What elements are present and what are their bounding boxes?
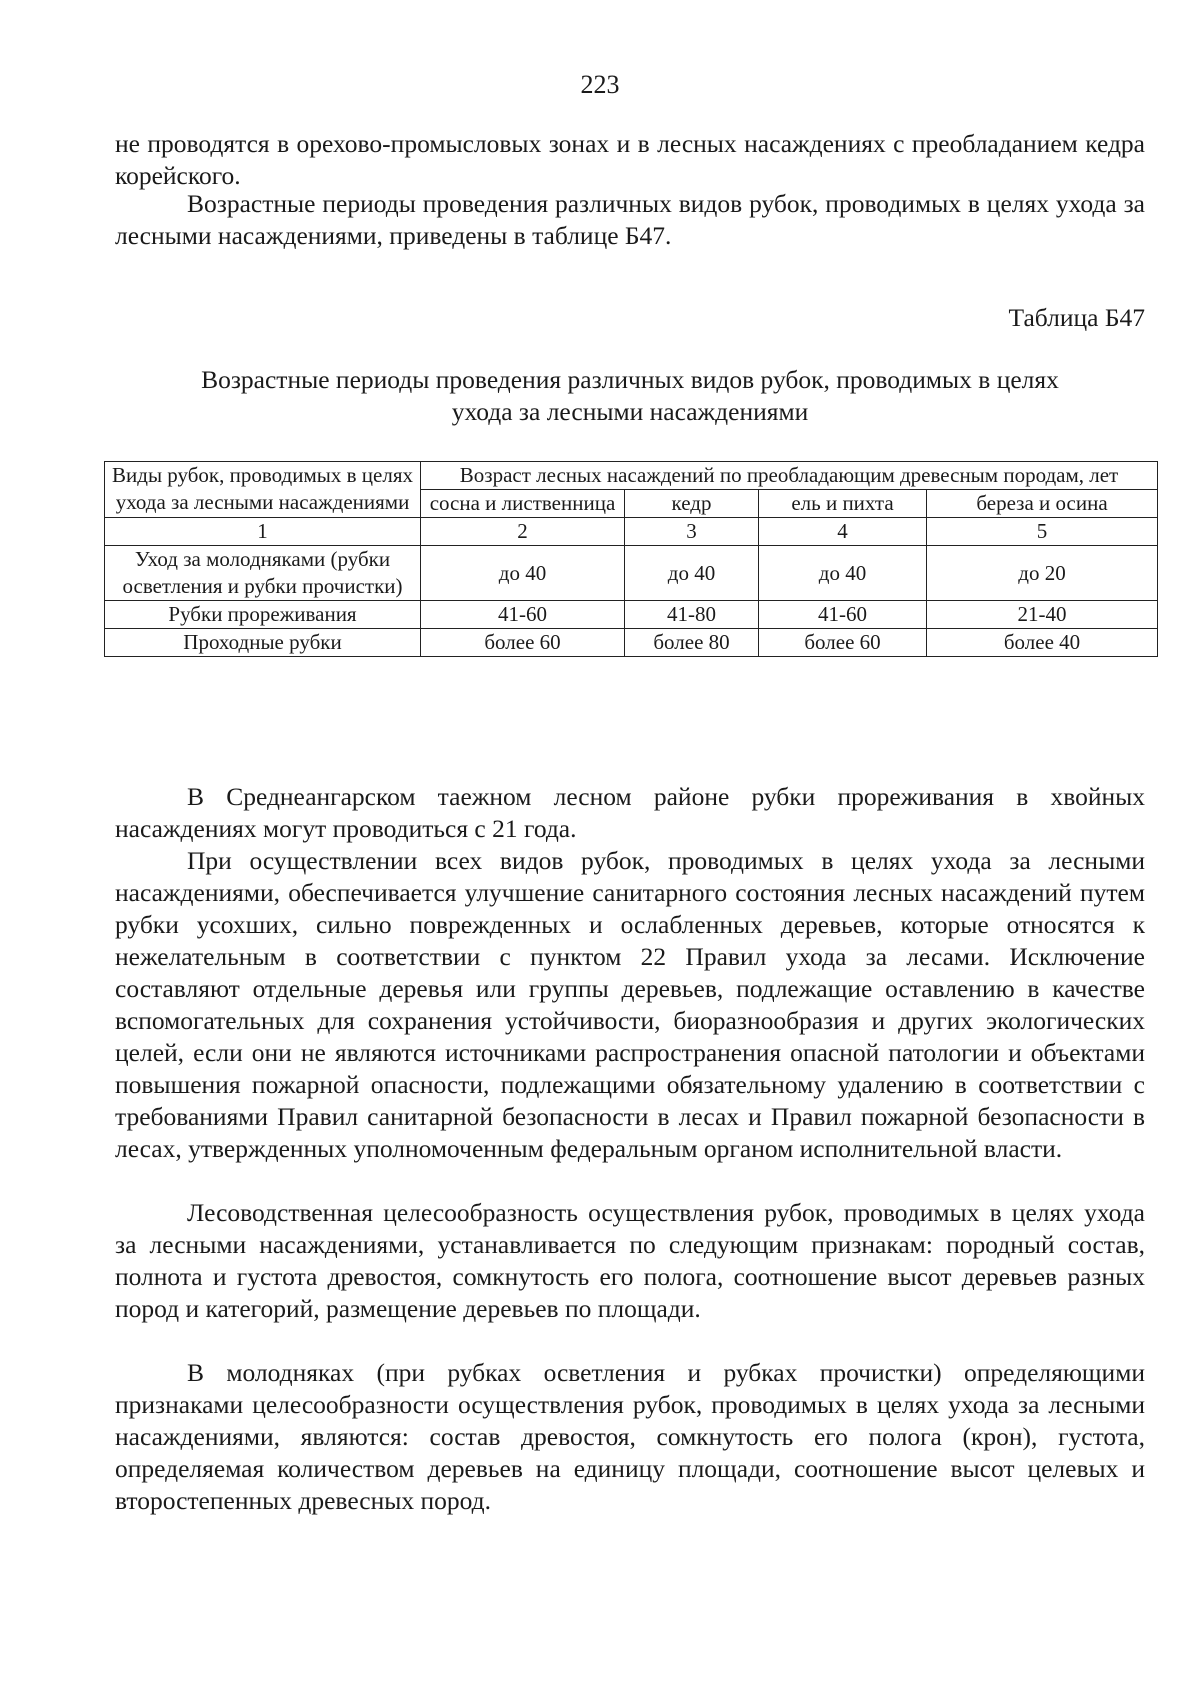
cell-value: более 60: [759, 629, 927, 657]
row-name: Рубки прореживания: [105, 601, 421, 629]
column-number: 5: [927, 518, 1158, 546]
after-paragraph-1: В Среднеангарском таежном лесном районе рубки прореживания в хвойных насаждениях могут проводиться с 21 года.: [115, 782, 1145, 843]
table-number-row: [105, 518, 1158, 546]
header-age-group: Возраст лесных насаждений по преобладающим древесным породам, лет: [421, 462, 1158, 490]
cell-value: 41-80: [625, 601, 759, 629]
cell-value: до 20: [927, 546, 1158, 601]
table-label: Таблица Б47: [1008, 303, 1145, 332]
table-title: [115, 364, 1145, 428]
cell-value: более 80: [625, 629, 759, 657]
row-name: Проходные рубки: [105, 629, 421, 657]
cell-value: 41-60: [421, 601, 625, 629]
table-row: [105, 629, 1158, 657]
header-species-cedar: кедр: [625, 490, 759, 518]
cell-value: до 40: [625, 546, 759, 601]
cell-value: до 40: [759, 546, 927, 601]
cell-value: 41-60: [759, 601, 927, 629]
cell-value: до 40: [421, 546, 625, 601]
header-species-spruce: ель и пихта: [759, 490, 927, 518]
column-number: 3: [625, 518, 759, 546]
table-row: [105, 601, 1158, 629]
table-title-line-1: Возрастные периоды проведения различных видов рубок, проводимых в целях: [201, 365, 1059, 394]
header-species-pine: сосна и лиственница: [421, 490, 625, 518]
table-header-row: [105, 462, 1158, 490]
header-cut-types: Виды рубок, проводимых в целях ухода за лесными насаждениями: [105, 462, 421, 518]
cell-value: 21-40: [927, 601, 1158, 629]
column-number: 4: [759, 518, 927, 546]
after-paragraph-2: При осуществлении всех видов рубок, проводимых в целях ухода за лесными насаждениями, обеспечивается улучшение санитарного состояния лесных насаждений путем рубки усохших, сильно поврежденных и ослабленных деревьев, которые относятся к нежелательным в соответствии с пунктом 22 Правил ухода за лесами. Исключение составляют отдельные деревья или группы деревьев, подлежащие оставлению в качестве вспомогательных для сохранения устойчивости, биоразнообразия и других экологических целей, если они не являются источниками распространения опасной патологии и объектами повышения пожарной опасности, подлежащими обязательному удалению в соответствии с требованиями Правил санитарной безопасности в лесах и Правил пожарной безопасности в лесах, утвержденных уполномоченным федеральным органом исполнительной власти.: [115, 846, 1145, 1163]
intro-paragraph-1: не проводятся в орехово-промысловых зонах и в лесных насаждениях с преобладанием кедра корейского.: [115, 129, 1145, 190]
after-paragraph-3: Лесоводственная целесообразность осуществления рубок, проводимых в целях ухода за лесными насаждениями, устанавливается по следующим признакам: породный состав, полнота и густота древостоя, сомкнутость его полога, соотношение высот деревьев разных пород и категорий, размещение деревьев по площади.: [115, 1198, 1145, 1323]
column-number: 1: [105, 518, 421, 546]
page-number: 223: [580, 70, 620, 99]
after-paragraph-4: В молодняках (при рубках осветления и рубках прочистки) определяющими признаками целесообразности осуществления рубок, проводимых в целях ухода за лесными насаждениями, являются: состав древостоя, сомкнутость его полога (крон), густота, определяемая количеством деревьев на единицу площади, соотношение высот целевых и второстепенных древесных пород.: [115, 1358, 1145, 1515]
row-name: Уход за молодняками (рубки осветления и рубки прочистки): [105, 546, 421, 601]
header-species-birch: береза и осина: [927, 490, 1158, 518]
cell-value: более 60: [421, 629, 625, 657]
table-row: [105, 546, 1158, 601]
intro-paragraph-2: Возрастные периоды проведения различных видов рубок, проводимых в целях ухода за лесными насаждениями, приведены в таблице Б47.: [115, 189, 1145, 250]
cell-value: более 40: [927, 629, 1158, 657]
table-title-line-2: ухода за лесными насаждениями: [451, 397, 809, 426]
column-number: 2: [421, 518, 625, 546]
age-periods-table: [104, 461, 1158, 657]
